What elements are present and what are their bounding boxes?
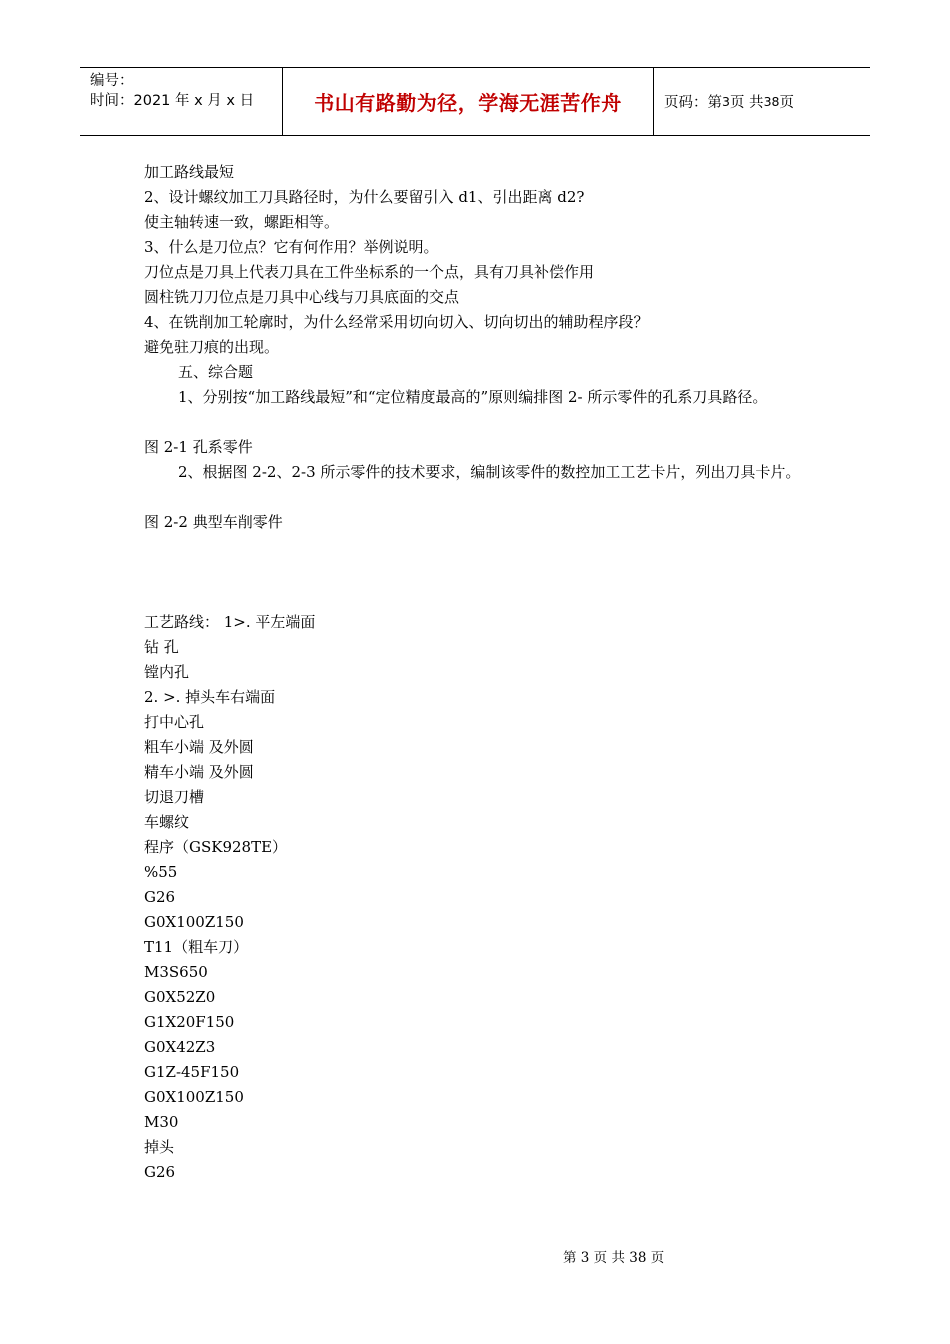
process-step: 车螺纹 (144, 813, 190, 831)
comprehensive-question-1: 1、分别按“加工路线最短”和“定位精度最高的”原则编排图 2- 所示零件的孔系刀具路径。 (178, 388, 768, 406)
process-step: 精车小端 及外圆 (144, 763, 254, 781)
question-4: 4、在铣削加工轮廓时，为什么经常采用切向切入、切向切出的辅助程序段？ (144, 313, 649, 331)
program-line: G0X52Z0 (144, 988, 216, 1006)
process-route-heading: 工艺路线： 1>. 平左端面 (144, 613, 316, 631)
program-line: T11（粗车刀） (144, 938, 249, 956)
process-step: 2. >. 掉头车右端面 (144, 688, 276, 706)
process-step: 镗内孔 (144, 663, 190, 681)
header-page-prefix: 页码：第 (664, 95, 722, 111)
question-2: 2、设计螺纹加工刀具路径时，为什么要留引入 d1、引出距离 d2? (144, 188, 585, 206)
header-page-current: 3 (722, 94, 730, 109)
program-line: M30 (144, 1113, 179, 1131)
program-line: G0X42Z3 (144, 1038, 216, 1056)
header-page-suffix: 页 (779, 95, 794, 111)
section-heading: 五、综合题 (178, 363, 254, 381)
answer-2: 使主轴转速一致，螺距相等。 (144, 213, 340, 231)
header-time-label: 时间：2021 年 x 月 x 日 (90, 93, 255, 109)
text-line: 加工路线最短 (144, 163, 235, 181)
program-line: %55 (144, 863, 178, 881)
program-line: G26 (144, 888, 176, 906)
comprehensive-question-2: 2、根据图 2-2、2-3 所示零件的技术要求，编制该零件的数控加工工艺卡片，列出刀具卡片。 (178, 463, 801, 481)
spacer (144, 485, 814, 510)
header-page-mid: 页 共 (729, 95, 764, 111)
header-meta (80, 68, 282, 135)
process-step: 打中心孔 (144, 713, 205, 731)
program-line: G1X20F150 (144, 1013, 235, 1031)
process-step: 切退刀槽 (144, 788, 205, 806)
header-motto: 书山有路勤为径，学海无涯苦作舟 (282, 68, 654, 135)
question-3: 3、什么是刀位点？它有何作用？举例说明。 (144, 238, 439, 256)
header-number-label: 编号： (90, 73, 134, 89)
program-line: G26 (144, 1163, 176, 1181)
figure-caption-2-1: 图 2-1 孔系零件 (144, 438, 253, 456)
page-footer: 第 3 页 共 38 页 (563, 1250, 665, 1266)
figure-caption-2-2: 图 2-2 典型车削零件 (144, 513, 283, 531)
program-heading: 程序（GSK928TE） (144, 838, 288, 856)
document-body (144, 160, 814, 1185)
program-line: G0X100Z150 (144, 1088, 244, 1106)
answer-3b: 圆柱铣刀刀位点是刀具中心线与刀具底面的交点 (144, 288, 460, 306)
spacer (144, 535, 814, 610)
spacer (144, 410, 814, 435)
answer-3a: 刀位点是刀具上代表刀具在工件坐标系的一个点，具有刀具补偿作用 (144, 263, 595, 281)
program-line: G1Z-45F150 (144, 1063, 240, 1081)
program-line: M3S650 (144, 963, 208, 981)
page-header (80, 67, 870, 136)
answer-4: 避免驻刀痕的出现。 (144, 338, 280, 356)
program-line: G0X100Z150 (144, 913, 244, 931)
header-page-info (654, 68, 870, 135)
program-line: 掉头 (144, 1138, 175, 1156)
process-step: 粗车小端 及外圆 (144, 738, 254, 756)
process-step: 钻 孔 (144, 638, 179, 656)
header-page-total: 38 (763, 94, 780, 109)
